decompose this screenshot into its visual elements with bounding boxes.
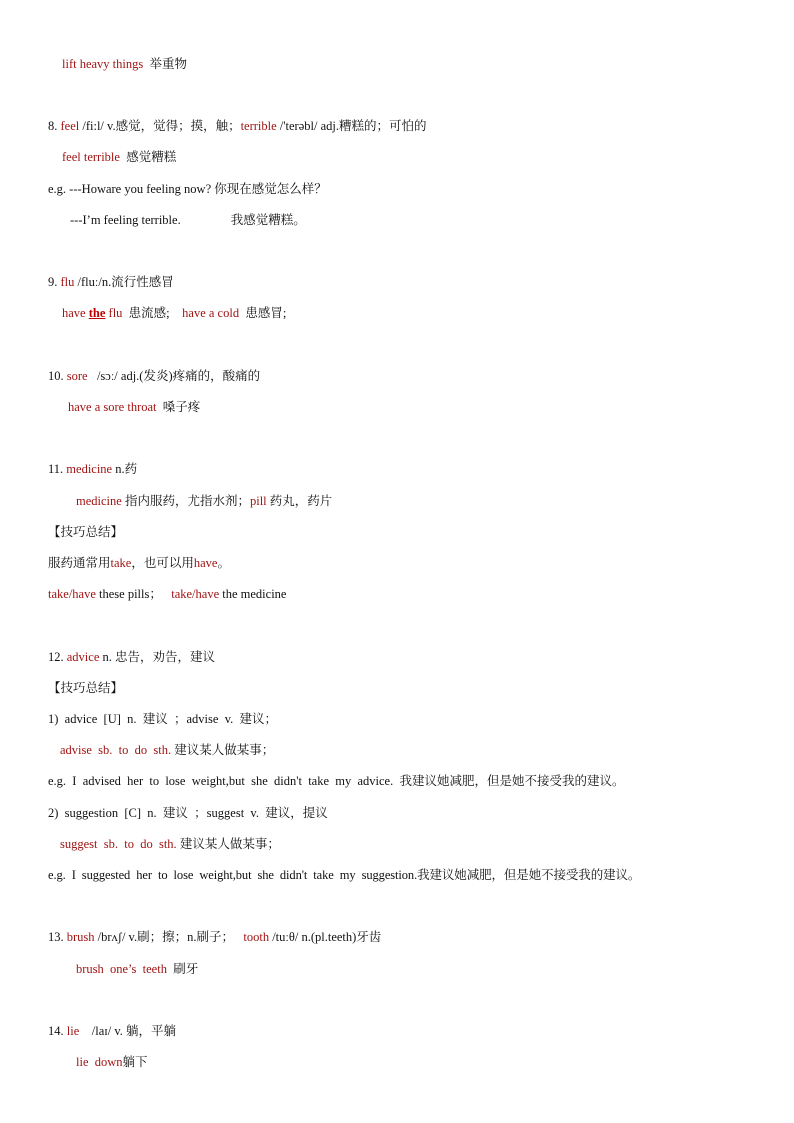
phrase-en: feel terrible bbox=[62, 150, 120, 164]
vocab-word: feel bbox=[60, 119, 80, 133]
item-14 bbox=[48, 1022, 176, 1040]
phrase-zh: 感觉糟糕 bbox=[126, 150, 177, 164]
vocab-word: lie bbox=[66, 1024, 80, 1038]
example-line: e.g. I suggested her to lose weight,but she didn't take my suggestion.我建议她减肥，但是她不接受我的建议。 bbox=[48, 868, 641, 882]
item-8 bbox=[48, 117, 426, 135]
phrase-en: lie down bbox=[76, 1055, 123, 1069]
phrase-line bbox=[68, 398, 200, 416]
tip-line bbox=[48, 585, 286, 603]
phrase-zh: 药丸，药片 bbox=[269, 494, 333, 508]
phrase-zh: 嗓子疼 bbox=[162, 400, 201, 414]
tip-heading: 【技巧总结】 bbox=[48, 525, 124, 539]
vocab-word: flu bbox=[60, 275, 75, 289]
vocab-definition: /fi:l/ v.感觉，觉得；摸，触； bbox=[82, 119, 241, 133]
phrase-en: advise sb. to do sth. bbox=[60, 743, 172, 757]
item-number: 10. bbox=[48, 369, 64, 383]
phrase-en: suggest sb. to do sth. bbox=[60, 837, 177, 851]
example-line bbox=[70, 211, 306, 229]
phrase-emphasis: the bbox=[88, 306, 106, 320]
phrase-zh: 刷牙 bbox=[173, 962, 199, 976]
item-12 bbox=[48, 648, 215, 666]
item-13 bbox=[48, 928, 381, 946]
tip-line: 1) advice [U] n. 建议 ；advise v. 建议； bbox=[48, 712, 278, 726]
phrase-zh: 患感冒; bbox=[245, 306, 287, 320]
item-number: 14. bbox=[48, 1024, 64, 1038]
example-en: ---I’m feeling terrible. bbox=[70, 213, 181, 227]
phrase-line bbox=[60, 741, 274, 759]
tip-line bbox=[48, 554, 230, 572]
tip-text: the medicine bbox=[222, 587, 287, 601]
tip-text: 服药通常用 bbox=[48, 556, 111, 570]
phrase-zh: 患流感; bbox=[128, 306, 170, 320]
tip-text: these pills； bbox=[99, 587, 162, 601]
phrase-line bbox=[76, 1053, 148, 1071]
item-number: 9. bbox=[48, 275, 58, 289]
phrase-line bbox=[76, 960, 198, 978]
phrase-en: have bbox=[62, 306, 86, 320]
phrase-line bbox=[62, 55, 187, 73]
vocab-definition: n.药 bbox=[115, 462, 138, 476]
vocab-definition: /'terəbl/ adj.糟糕的；可怕的 bbox=[279, 119, 427, 133]
phrase-en: flu bbox=[108, 306, 123, 320]
example-line: e.g. I advised her to lose weight,but she didn't take my advice. 我建议她减肥，但是她不接受我的建议。 bbox=[48, 774, 625, 788]
tip-line: 2) suggestion [C] n. 建议 ；suggest v. 建议，提议 bbox=[48, 806, 328, 820]
phrase-line bbox=[62, 148, 176, 166]
phrase-zh: 举重物 bbox=[149, 57, 188, 71]
tip-keyword: take/have bbox=[48, 587, 96, 601]
vocab-word: tooth bbox=[243, 930, 270, 944]
phrase-en: have a cold bbox=[182, 306, 240, 320]
item-10 bbox=[48, 367, 260, 385]
phrase-line bbox=[60, 835, 280, 853]
example-line: e.g. ---Howare you feeling now? 你现在感觉怎么样？ bbox=[48, 182, 327, 196]
phrase-en: lift heavy things bbox=[62, 57, 144, 71]
phrase-line bbox=[62, 304, 286, 322]
tip-keyword: have bbox=[193, 556, 218, 570]
phrase-en: pill bbox=[249, 494, 267, 508]
phrase-en: brush one’s teeth bbox=[76, 962, 167, 976]
vocab-definition: /fluː/n.流行性感冒 bbox=[77, 275, 174, 289]
tip-text: 。 bbox=[217, 556, 230, 570]
phrase-zh: 建议某人做某事； bbox=[179, 837, 280, 851]
vocab-definition: /laɪ/ v. 躺，平躺 bbox=[91, 1024, 177, 1038]
item-number: 8. bbox=[48, 119, 58, 133]
vocab-definition: /brʌʃ/ v.刷；擦；n.刷子； bbox=[97, 930, 234, 944]
phrase-zh: 指内服药，尤指水剂； bbox=[124, 494, 250, 508]
item-number: 13. bbox=[48, 930, 64, 944]
phrase-line bbox=[76, 492, 332, 510]
vocab-definition: n. 忠告，劝告，建议 bbox=[102, 650, 216, 664]
vocab-word: terrible bbox=[240, 119, 277, 133]
vocab-word: advice bbox=[66, 650, 100, 664]
example-zh: 我感觉糟糕。 bbox=[230, 213, 306, 227]
phrase-en: medicine bbox=[76, 494, 122, 508]
tip-keyword: take/have bbox=[171, 587, 220, 601]
tip-text: ，也可以用 bbox=[131, 556, 194, 570]
vocab-word: sore bbox=[66, 369, 88, 383]
phrase-zh: 躺下 bbox=[122, 1055, 148, 1069]
vocab-definition: /sɔː/ adj.(发炎)疼痛的，酸痛的 bbox=[96, 369, 261, 383]
vocab-definition: /tuːθ/ n.(pl.teeth)牙齿 bbox=[272, 930, 382, 944]
item-11 bbox=[48, 460, 137, 478]
phrase-zh: 建议某人做某事； bbox=[174, 743, 275, 757]
item-9 bbox=[48, 273, 174, 291]
item-number: 12. bbox=[48, 650, 64, 664]
vocab-word: medicine bbox=[66, 462, 113, 476]
tip-heading: 【技巧总结】 bbox=[48, 681, 124, 695]
item-number: 11. bbox=[48, 462, 64, 476]
vocab-word: brush bbox=[66, 930, 95, 944]
tip-keyword: take bbox=[110, 556, 132, 570]
phrase-en: have a sore throat bbox=[68, 400, 157, 414]
